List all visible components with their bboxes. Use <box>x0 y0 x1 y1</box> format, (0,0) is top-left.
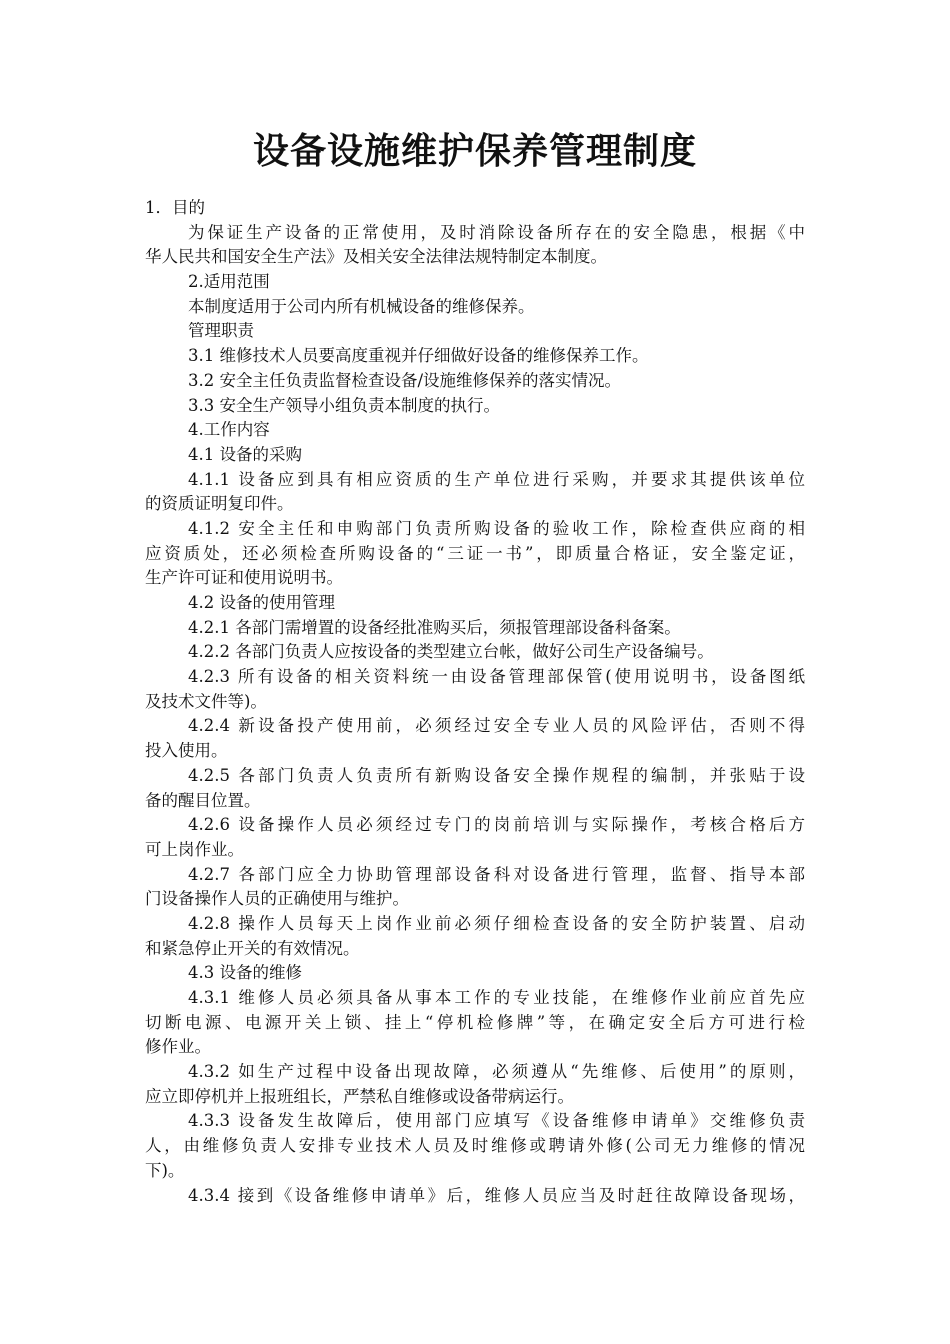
text-line: 门设备操作人员的正确使用与维护。 <box>145 889 409 909</box>
text-line: 3.3 安全生产领导小组负责本制度的执行。 <box>188 395 500 415</box>
text-line: 4.2.6 设备操作人员必须经过专门的岗前培训与实际操作，考核合格后方 <box>188 815 805 835</box>
document-body <box>145 196 805 1208</box>
text-line: 下)。 <box>145 1160 185 1180</box>
text-line: 4.1 设备的采购 <box>188 444 302 464</box>
text-line: 4.2.4 新设备投产使用前，必须经过安全专业人员的风险评估，否则不得 <box>188 716 805 736</box>
text-line: 4.2.7 各部门应全力协助管理部设备科对设备进行管理，监督、指导本部 <box>188 864 805 884</box>
text-line: 及技术文件等)。 <box>145 691 267 711</box>
text-line: 4.3.2 如生产过程中设备出现故障，必须遵从“先维修、后使用”的原则， <box>188 1062 805 1082</box>
text-line: 1．目的 <box>145 198 205 217</box>
text-line: 4.3.1 维修人员必须具备从事本工作的专业技能，在维修作业前应首先应 <box>188 988 805 1007</box>
text-line: 本制度适用于公司内所有机械设备的维修保养。 <box>188 296 535 316</box>
text-line: 应立即停机并上报班组长，严禁私自维修或设备带病运行。 <box>145 1086 574 1106</box>
text-line: 和紧急停止开关的有效情况。 <box>145 938 360 958</box>
text-line: 4.3.3 设备发生故障后，使用部门应填写《设备维修申请单》交维修负责 <box>188 1111 805 1131</box>
text-line: 3.1 维修技术人员要高度重视并仔细做好设备的维修保养工作。 <box>188 346 649 366</box>
text-line: 3.2 安全主任负责监督检查设备/设施维修保养的落实情况。 <box>188 370 622 390</box>
text-line: 备的醒目位置。 <box>145 790 261 810</box>
text-line: 4.3 设备的维修 <box>188 963 302 983</box>
text-line: 为保证生产设备的正常使用，及时消除设备所存在的安全隐患，根据《中 <box>188 222 805 242</box>
text-line: 4.工作内容 <box>188 420 270 440</box>
document-title: 设备设施维护保养管理制度 <box>252 131 697 172</box>
text-line: 4.2.3 所有设备的相关资料统一由设备管理部保管(使用说明书，设备图纸 <box>188 667 805 687</box>
text-line: 应资质处，还必须检查所购设备的“三证一书”，即质量合格证，安全鉴定证， <box>145 543 805 563</box>
text-line: 管理职责 <box>188 321 254 341</box>
text-line: 4.2 设备的使用管理 <box>188 593 335 612</box>
text-line: 4.1.1 设备应到具有相应资质的生产单位进行采购，并要求其提供该单位 <box>188 469 805 489</box>
text-line: 4.3.4 接到《设备维修申请单》后，维修人员应当及时赶往故障设备现场， <box>188 1185 805 1205</box>
text-line: 华人民共和国安全生产法》及相关安全法律法规特制定本制度。 <box>145 247 607 267</box>
text-line: 4.1.2 安全主任和申购部门负责所购设备的验收工作，除检查供应商的相 <box>188 518 805 538</box>
text-line: 4.2.5 各部门负责人负责所有新购设备安全操作规程的编制，并张贴于设 <box>188 765 805 785</box>
text-line: 2.适用范围 <box>188 272 270 292</box>
text-line: 可上岗作业。 <box>145 839 244 859</box>
text-line: 4.2.8 操作人员每天上岗作业前必须仔细检查设备的安全防护装置、启动 <box>188 913 805 933</box>
text-line: 人，由维修负责人安排专业技术人员及时维修或聘请外修(公司无力维修的情况 <box>145 1136 805 1156</box>
text-line: 的资质证明复印件。 <box>145 494 294 514</box>
text-line: 4.2.1 各部门需增置的设备经批准购买后，须报管理部设备科备案。 <box>188 617 681 637</box>
text-line: 4.2.2 各部门负责人应按设备的类型建立台帐，做好公司生产设备编号。 <box>188 642 714 662</box>
text-line: 投入使用。 <box>145 741 228 761</box>
text-line: 修作业。 <box>145 1037 211 1057</box>
text-line: 生产许可证和使用说明书。 <box>145 568 343 588</box>
text-line: 切断电源、电源开关上锁、挂上“停机检修牌”等，在确定安全后方可进行检 <box>145 1012 805 1032</box>
